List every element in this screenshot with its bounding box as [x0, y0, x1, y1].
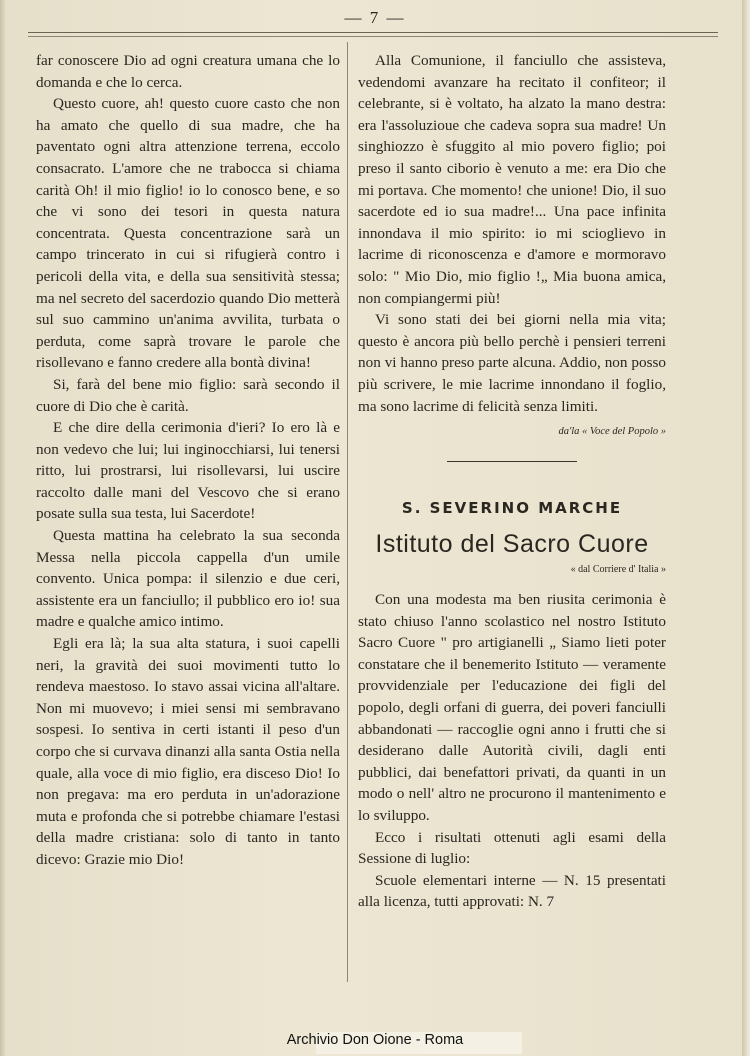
- left-column: [36, 50, 340, 871]
- paragraph: Vi sono stati dei bei giorni nella mia vita; questo è ancora più bello perchè i pensieri terreni non vi hanno preso parte alcuna. Addio, non posso più scrivere, le mie lacrime innondano il foglio, ma sono lacrime di felicità senza limiti.: [358, 311, 666, 415]
- article-title: Istituto del Sacro Cuore: [375, 529, 649, 558]
- ornament-divider: [358, 451, 666, 473]
- paragraph: Si, farà del bene mio figlio: sarà secondo il cuore di Dio che è carità.: [36, 375, 340, 415]
- page-edge: [742, 0, 750, 1056]
- page-number: — 7 —: [344, 8, 406, 27]
- paragraph: Con una modesta ma ben riusita cerimonia è stato chiuso l'anno scolastico nel nostro Istituto Sacro Cuore " pro artigianelli „ Siamo lieti poter constatare che il benemerito Istituto — veramente provvidenziale per l'educazione dei figli del popolo, degli orfani di guerra, dei poveri fanciulli abbandonati — raccoglie ogni anno i frutti che si desiderano dalle Autorità civili, dagli enti pubblici, dai benefattori privati, da quanti in un modo o nell' altro ne procurono il mantenimento e lo sviluppo.: [358, 591, 666, 824]
- paragraph: Ecco i risultati ottenuti agli esami della Sessione di luglio:: [358, 828, 666, 868]
- paragraph: Questa mattina ha celebrato la sua seconda Messa nella piccola cappella d'un umile convento. Unica pompa: il silenzio e due ceri, assistente era un fanciullo; il pubblico ero io! sua madre e qualche amico intimo.: [36, 527, 340, 631]
- page-spine-shadow: [0, 0, 6, 1056]
- column-divider: [347, 42, 348, 982]
- article-credit: « dal Corriere d' Italia »: [570, 564, 666, 576]
- header-rule: [28, 32, 718, 33]
- section-heading: S. SEVERINO MARCHE: [401, 499, 623, 518]
- source-credit: da'la « Voce del Popolo »: [558, 426, 666, 438]
- paragraph: far conoscere Dio ad ogni creatura umana che lo domanda e che lo cerca.: [36, 52, 340, 91]
- paragraph: Questo cuore, ah! questo cuore casto che non ha amato che quello di sua madre, che ha paventato ogni altra attenzione terrena, eccolo consacrato. L'amore che ne trabocca si chiama carità Oh! il mio figlio! io lo conosco bene, e so che vi sono dei tesori in questa natura concentrata. Questa concentrazione sarà un campo trincerato in cui si rifugierà contro i pericoli della vita, e della sua sensitività stessa; ma nel secreto del sacerdozio quando Dio metterà sul suo cammino un'anima avvilita, turbata o perduta, come saprà trovare le parole che risollevano e fanno credere alla bontà divina!: [36, 95, 340, 372]
- archive-watermark: Archivio Don Oione - Roma: [286, 1032, 464, 1048]
- paragraph: E che dire della cerimonia d'ieri? Io ero là e non vedevo che lui; lui inginocchiarsi, lui tenersi ritto, lui prostrarsi, lui risollevarsi, lui uscire raccolto dalle mani del Vescovo che si erano posate sulla sua testa, lui Sacerdote!: [36, 419, 340, 523]
- paragraph: Alla Comunione, il fanciullo che assisteva, vedendomi avanzare ha recitato il confiteor; il celebrante, si è voltato, ha alzato la mano destra: era l'assoluzioue che cadeva sopra sua madre! Un singhiozzo è sfuggito al mio povero figlio; poi preso il santo ciborio è venuto a me: era Dio che mi portava. Che momento! che unione! Dio, il suo sacerdote ed io sua madre!... Una pace infinita innondava il mio spirito: io mi scioglievo in lacrime di riconoscenza e d'amore e mormoravo solo: " Mio Dio, mio figlio !„ Mia buona amica, non compiangermi più!: [358, 52, 666, 307]
- ornament-line: [447, 461, 577, 462]
- right-column: [358, 50, 666, 913]
- paragraph: Scuole elementari interne — N. 15 presentati alla licenza, tutti approvati: N. 7: [358, 871, 666, 911]
- paragraph: Egli era là; la sua alta statura, i suoi capelli neri, la gravità dei suoi movimenti tutto lo rendeva maestoso. Io stavo assai vicina all'altare. Non mi muovevo; i miei sensi mi sembravano sospesi. Io sentiva in certi istanti il peso d'un corpo che si curvava dinanzi alla santa Ostia nella quale, alla voce di mio figlio, era disceso Dio! Io non pregava: ma ero perduta in un'adorazione muta e profonda che si potrebbe chiamare l'estasi della madre cristiana: solo di tanto in tanto dicevo: Grazie mio Dio!: [36, 635, 340, 868]
- header-rule-secondary: [28, 36, 718, 37]
